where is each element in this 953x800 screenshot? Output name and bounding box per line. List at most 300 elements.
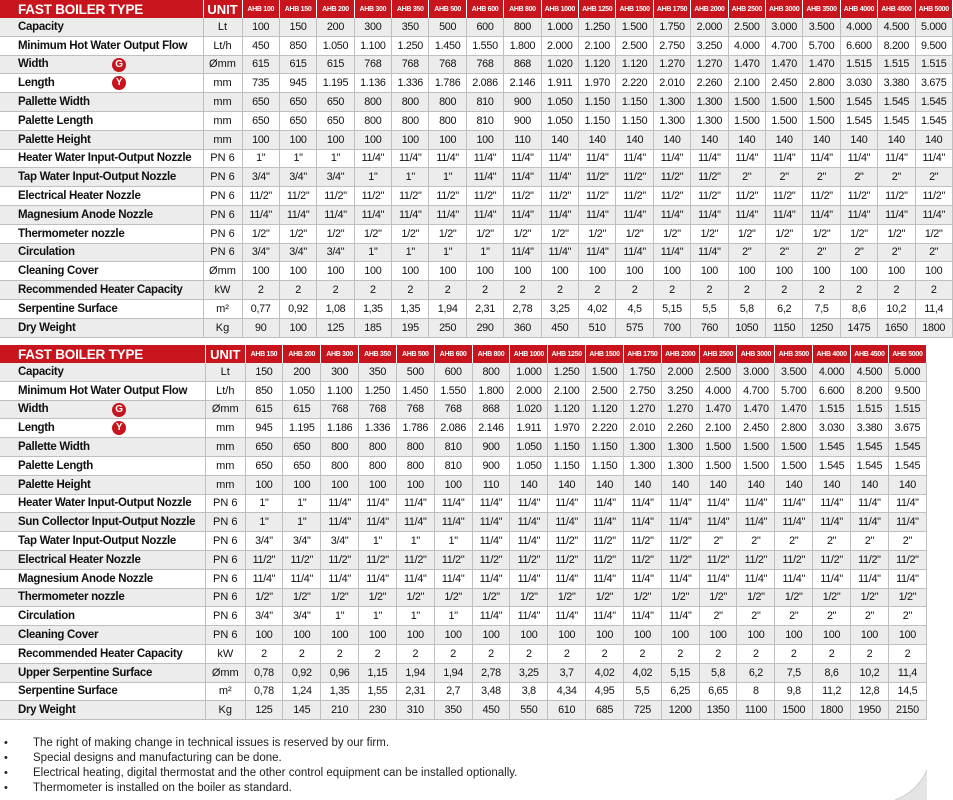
cell-value: 2.010 <box>623 419 661 438</box>
cell-value: 10,2 <box>878 299 915 318</box>
row-unit: mm <box>206 419 245 438</box>
cell-value: 11/4" <box>699 513 737 532</box>
cell-value: 615 <box>245 400 283 419</box>
cell-value: 11/4" <box>840 149 877 168</box>
cell-value: 100 <box>579 262 616 281</box>
row-label-text: Heater Water Input-Output Nozzle <box>18 152 192 165</box>
cell-value: 140 <box>623 475 661 494</box>
row-unit: PN 6 <box>203 187 242 206</box>
cell-value: 2 <box>661 644 699 663</box>
cell-value: 11/4" <box>434 569 472 588</box>
cell-value: 100 <box>616 262 653 281</box>
cell-value: 11/2" <box>878 187 915 206</box>
cell-value: 100 <box>510 626 548 645</box>
cell-value: 1.500 <box>765 111 802 130</box>
cell-value: 2.220 <box>586 419 624 438</box>
cell-value: 2,78 <box>472 663 510 682</box>
cell-value: 1" <box>396 607 434 626</box>
cell-value: 11/2" <box>279 187 316 206</box>
cell-value: 100 <box>878 262 915 281</box>
cell-value: 11/2" <box>429 187 466 206</box>
cell-value: 140 <box>548 475 586 494</box>
cell-value: 2.800 <box>775 419 813 438</box>
cell-value: 100 <box>317 262 354 281</box>
spec-table-2 <box>0 345 927 720</box>
cell-value: 1650 <box>878 318 915 337</box>
cell-value: 100 <box>691 262 728 281</box>
cell-value: 1.500 <box>699 456 737 475</box>
row-label-text: Recommended Heater Capacity <box>18 284 183 297</box>
cell-value: 1/2" <box>541 224 578 243</box>
cell-value: 11/4" <box>321 513 359 532</box>
cell-value: 11/4" <box>510 532 548 551</box>
cell-value: 3,25 <box>510 663 548 682</box>
cell-value: 1.545 <box>840 111 877 130</box>
cell-value: 685 <box>586 701 624 720</box>
row-label <box>0 400 206 419</box>
cell-value: 100 <box>434 626 472 645</box>
cell-value: 2" <box>840 243 877 262</box>
cell-value: 1/2" <box>878 224 915 243</box>
row-label-text: Magnesium Anode Nozzle <box>18 208 153 221</box>
cell-value: 11/4" <box>888 494 926 513</box>
row-unit: PN 6 <box>203 224 242 243</box>
row-label <box>0 74 203 93</box>
cell-value: 1.120 <box>548 400 586 419</box>
cell-value: 1" <box>283 513 321 532</box>
cell-value: 1.050 <box>541 93 578 112</box>
cell-value: 3.030 <box>813 419 851 438</box>
cell-value: 1/2" <box>765 224 802 243</box>
row-unit: Ømm <box>203 55 242 74</box>
cell-value: 11/4" <box>699 569 737 588</box>
cell-value: 1.786 <box>429 74 466 93</box>
row-label <box>0 494 206 513</box>
cell-value: 2.450 <box>737 419 775 438</box>
cell-value: 575 <box>616 318 653 337</box>
cell-value: 725 <box>623 701 661 720</box>
cell-value: 1.150 <box>616 111 653 130</box>
cell-value: 1.500 <box>803 93 840 112</box>
cell-value: 2.086 <box>434 419 472 438</box>
cell-value: 11/4" <box>699 494 737 513</box>
cell-value: 2,78 <box>504 299 541 318</box>
cell-value: 1.250 <box>579 18 616 36</box>
cell-value: 4.700 <box>765 36 802 55</box>
cell-value: 768 <box>354 55 391 74</box>
cell-value: 11/2" <box>579 168 616 187</box>
cell-value: 800 <box>321 456 359 475</box>
model-header: AHB 4500 <box>878 0 915 18</box>
table-row <box>0 475 927 494</box>
model-header: AHB 500 <box>429 0 466 18</box>
cell-value: 1.300 <box>691 111 728 130</box>
cell-value: 1/2" <box>510 588 548 607</box>
cell-value: 1" <box>466 243 503 262</box>
cell-value: 145 <box>283 701 321 720</box>
cell-value: 100 <box>242 18 279 36</box>
table-row <box>0 111 952 130</box>
cell-value: 1.270 <box>661 400 699 419</box>
cell-value: 768 <box>429 55 466 74</box>
cell-value: 140 <box>653 130 690 149</box>
cell-value: 11/4" <box>775 569 813 588</box>
table-row <box>0 299 952 318</box>
cell-value: 2150 <box>888 701 926 720</box>
cell-value: 800 <box>472 363 510 381</box>
cell-value: 1.050 <box>510 438 548 457</box>
cell-value: 1.470 <box>775 400 813 419</box>
notes-list <box>0 736 900 796</box>
cell-value: 125 <box>245 701 283 720</box>
cell-value: 100 <box>803 262 840 281</box>
cell-value: 1.000 <box>541 18 578 36</box>
cell-value: 11/4" <box>915 149 952 168</box>
model-header: AHB 5000 <box>888 345 926 363</box>
cell-value: 1.470 <box>737 400 775 419</box>
cell-value: 0,92 <box>279 299 316 318</box>
row-label-text: Width <box>18 58 49 71</box>
model-header: AHB 200 <box>283 345 321 363</box>
cell-value: 650 <box>279 111 316 130</box>
cell-value: 1,08 <box>317 299 354 318</box>
cell-value: 11/4" <box>737 569 775 588</box>
row-label-text: Cleaning Cover <box>18 265 99 278</box>
row-label <box>0 224 203 243</box>
cell-value: 800 <box>321 438 359 457</box>
row-unit: Lt/h <box>203 36 242 55</box>
cell-value: 1/2" <box>775 588 813 607</box>
row-label <box>0 626 206 645</box>
cell-value: 1.195 <box>283 419 321 438</box>
cell-value: 2 <box>434 644 472 663</box>
model-header: AHB 300 <box>354 0 391 18</box>
cell-value: 650 <box>242 111 279 130</box>
cell-value: 1.970 <box>548 419 586 438</box>
row-label-text: Palette Length <box>18 459 94 472</box>
cell-value: 2.750 <box>653 36 690 55</box>
cell-value: 0,78 <box>245 682 283 701</box>
cell-value: 11/4" <box>321 569 359 588</box>
cell-value: 2 <box>765 281 802 300</box>
cell-value: 1.500 <box>737 438 775 457</box>
cell-value: 11/2" <box>691 168 728 187</box>
cell-value: 310 <box>396 701 434 720</box>
cell-value: 450 <box>472 701 510 720</box>
cell-value: 2 <box>691 281 728 300</box>
cell-value: 1.300 <box>691 93 728 112</box>
cell-value: 11/4" <box>616 205 653 224</box>
row-label-text: Magnesium Anode Nozzle <box>18 572 153 585</box>
cell-value: 11/4" <box>504 168 541 187</box>
table-row <box>0 513 927 532</box>
cell-value: 11/2" <box>653 187 690 206</box>
cell-value: 11/4" <box>813 569 851 588</box>
cell-value: 11/4" <box>472 532 510 551</box>
cell-value: 2 <box>429 281 466 300</box>
cell-value: 1.020 <box>510 400 548 419</box>
table-row <box>0 607 927 626</box>
cell-value: 100 <box>466 130 503 149</box>
model-header: AHB 4000 <box>840 0 877 18</box>
model-header: AHB 350 <box>359 345 397 363</box>
model-header: AHB 2000 <box>661 345 699 363</box>
cell-value: 1" <box>321 607 359 626</box>
cell-value: 800 <box>354 93 391 112</box>
cell-value: 200 <box>317 18 354 36</box>
row-unit: PN 6 <box>203 243 242 262</box>
cell-value: 3.250 <box>661 381 699 400</box>
cell-value: 1.515 <box>915 55 952 74</box>
cell-value: 11/4" <box>616 149 653 168</box>
cell-value: 1" <box>279 149 316 168</box>
cell-value: 100 <box>765 262 802 281</box>
row-unit: Ømm <box>206 400 245 419</box>
cell-value: 11/4" <box>623 607 661 626</box>
cell-value: 1.300 <box>653 111 690 130</box>
row-label-text: Palette Height <box>18 133 91 146</box>
cell-value: 1.100 <box>354 36 391 55</box>
dimension-badge-icon: G <box>112 403 126 417</box>
cell-value: 2" <box>737 607 775 626</box>
cell-value: 1.786 <box>396 419 434 438</box>
cell-value: 11/4" <box>888 569 926 588</box>
cell-value: 650 <box>242 93 279 112</box>
cell-value: 11/4" <box>396 513 434 532</box>
model-header: AHB 1000 <box>541 0 578 18</box>
cell-value: 2 <box>359 644 397 663</box>
cell-value: 900 <box>472 438 510 457</box>
row-label <box>0 607 206 626</box>
cell-value: 868 <box>504 55 541 74</box>
cell-value: 110 <box>472 475 510 494</box>
cell-value: 12,8 <box>851 682 889 701</box>
row-label-text: Thermometer nozzle <box>18 591 125 604</box>
cell-value: 11/4" <box>775 494 813 513</box>
table-row <box>0 281 952 300</box>
cell-value: 3/4" <box>321 532 359 551</box>
cell-value: 100 <box>396 626 434 645</box>
cell-value: 100 <box>396 475 434 494</box>
cell-value: 1" <box>396 532 434 551</box>
row-unit: mm <box>206 475 245 494</box>
cell-value: 1/2" <box>245 588 283 607</box>
row-label <box>0 149 203 168</box>
cell-value: 2 <box>279 281 316 300</box>
note-item: • The right of making change in technical issues is reserved by our firm. <box>0 736 900 751</box>
cell-value: 100 <box>504 262 541 281</box>
cell-value: 1/2" <box>429 224 466 243</box>
cell-value: 11/4" <box>803 149 840 168</box>
cell-value: 11/4" <box>728 149 765 168</box>
table-row <box>0 381 927 400</box>
cell-value: 1/2" <box>472 588 510 607</box>
cell-value: 1.500 <box>728 111 765 130</box>
cell-value: 100 <box>429 262 466 281</box>
cell-value: 550 <box>510 701 548 720</box>
cell-value: 140 <box>915 130 952 149</box>
cell-value: 900 <box>504 93 541 112</box>
cell-value: 11/4" <box>541 243 578 262</box>
cell-value: 2.100 <box>579 36 616 55</box>
cell-value: 1,35 <box>392 299 429 318</box>
model-header: AHB 3000 <box>765 0 802 18</box>
cell-value: 450 <box>541 318 578 337</box>
cell-value: 1/2" <box>548 588 586 607</box>
cell-value: 1" <box>429 168 466 187</box>
model-header: AHB 100 <box>242 0 279 18</box>
cell-value: 11/4" <box>510 607 548 626</box>
cell-value: 3.000 <box>737 363 775 381</box>
cell-value: 4,95 <box>586 682 624 701</box>
cell-value: 185 <box>354 318 391 337</box>
cell-value: 2 <box>803 281 840 300</box>
cell-value: 1.470 <box>699 400 737 419</box>
row-unit: PN 6 <box>206 607 245 626</box>
row-unit: mm <box>203 74 242 93</box>
cell-value: 2.260 <box>661 419 699 438</box>
cell-value: 11/2" <box>691 187 728 206</box>
cell-value: 1.250 <box>548 363 586 381</box>
table-title: FAST BOILER TYPE <box>0 0 203 18</box>
dimension-badge-icon: Y <box>112 421 126 435</box>
row-label <box>0 682 206 701</box>
cell-value: 1.515 <box>888 400 926 419</box>
cell-value: 140 <box>586 475 624 494</box>
cell-value: 2 <box>878 281 915 300</box>
cell-value: 210 <box>321 701 359 720</box>
row-unit: kW <box>203 281 242 300</box>
row-label <box>0 475 206 494</box>
cell-value: 5.700 <box>775 381 813 400</box>
cell-value: 2 <box>888 644 926 663</box>
cell-value: 1.545 <box>878 93 915 112</box>
cell-value: 800 <box>354 111 391 130</box>
row-unit: PN 6 <box>206 532 245 551</box>
row-unit: m² <box>203 299 242 318</box>
row-label-text: Capacity <box>18 20 64 33</box>
cell-value: 11/4" <box>813 494 851 513</box>
cell-value: 2 <box>699 644 737 663</box>
cell-value: 140 <box>737 475 775 494</box>
cell-value: 1/2" <box>392 224 429 243</box>
cell-value: 1500 <box>775 701 813 720</box>
cell-value: 11/2" <box>586 532 624 551</box>
row-label <box>0 111 203 130</box>
cell-value: 1,15 <box>359 663 397 682</box>
cell-value: 1" <box>359 532 397 551</box>
cell-value: 100 <box>466 262 503 281</box>
note-item: • Electrical heating, digital thermostat and the other control equipment can be installed optionally. <box>0 766 900 781</box>
cell-value: 810 <box>466 111 503 130</box>
cell-value: 11/2" <box>579 187 616 206</box>
cell-value: 100 <box>728 262 765 281</box>
row-label <box>0 299 203 318</box>
note-item: • Special designs and manufacturing can be done. <box>0 751 900 766</box>
table-row <box>0 18 952 36</box>
cell-value: 1.550 <box>466 36 503 55</box>
cell-value: 1.500 <box>586 363 624 381</box>
cell-value: 11/4" <box>392 149 429 168</box>
table-row <box>0 363 927 381</box>
model-header: AHB 1750 <box>653 0 690 18</box>
cell-value: 768 <box>359 400 397 419</box>
cell-value: 1.500 <box>699 438 737 457</box>
cell-value: 1/2" <box>504 224 541 243</box>
cell-value: 11/4" <box>616 243 653 262</box>
cell-value: 2" <box>765 243 802 262</box>
cell-value: 1" <box>429 243 466 262</box>
row-label-text: Serpentine Surface <box>18 685 118 698</box>
cell-value: 11/4" <box>803 205 840 224</box>
cell-value: 768 <box>434 400 472 419</box>
cell-value: 0,92 <box>283 663 321 682</box>
cell-value: 0,78 <box>245 663 283 682</box>
cell-value: 4.700 <box>737 381 775 400</box>
cell-value: 1" <box>434 607 472 626</box>
cell-value: 850 <box>245 381 283 400</box>
cell-value: 2" <box>888 532 926 551</box>
cell-value: 11/4" <box>504 149 541 168</box>
cell-value: 11/4" <box>661 513 699 532</box>
cell-value: 810 <box>434 456 472 475</box>
cell-value: 8.200 <box>851 381 889 400</box>
cell-value: 1" <box>434 532 472 551</box>
row-unit: mm <box>206 456 245 475</box>
cell-value: 11/4" <box>728 205 765 224</box>
cell-value: 2 <box>623 644 661 663</box>
cell-value: 8.200 <box>878 36 915 55</box>
cell-value: 1" <box>354 168 391 187</box>
table-row <box>0 626 927 645</box>
cell-value: 11/2" <box>317 187 354 206</box>
cell-value: 700 <box>653 318 690 337</box>
cell-value: 5.700 <box>803 36 840 55</box>
cell-value: 11/4" <box>586 569 624 588</box>
cell-value: 100 <box>283 475 321 494</box>
cell-value: 11/4" <box>472 494 510 513</box>
cell-value: 768 <box>466 55 503 74</box>
model-header: AHB 2000 <box>691 0 728 18</box>
cell-value: 140 <box>691 130 728 149</box>
cell-value: 1/2" <box>321 588 359 607</box>
cell-value: 11/2" <box>466 187 503 206</box>
unit-header: UNIT <box>203 0 242 18</box>
model-header: AHB 1750 <box>623 345 661 363</box>
cell-value: 11/2" <box>434 550 472 569</box>
row-label-text: Dry Weight <box>18 321 76 334</box>
cell-value: 140 <box>541 130 578 149</box>
cell-value: 2.000 <box>661 363 699 381</box>
cell-value: 11/2" <box>616 187 653 206</box>
cell-value: 150 <box>279 18 316 36</box>
row-label <box>0 187 203 206</box>
cell-value: 900 <box>472 456 510 475</box>
cell-value: 1.150 <box>579 93 616 112</box>
cell-value: 11/4" <box>359 513 397 532</box>
cell-value: 1/2" <box>623 588 661 607</box>
cell-value: 500 <box>429 18 466 36</box>
cell-value: 1200 <box>661 701 699 720</box>
table-row <box>0 187 952 206</box>
row-unit: mm <box>203 130 242 149</box>
cell-value: 810 <box>466 93 503 112</box>
cell-value: 615 <box>279 55 316 74</box>
cell-value: 600 <box>466 18 503 36</box>
row-label <box>0 168 203 187</box>
table-row <box>0 588 927 607</box>
row-label-text: Length <box>18 422 55 435</box>
